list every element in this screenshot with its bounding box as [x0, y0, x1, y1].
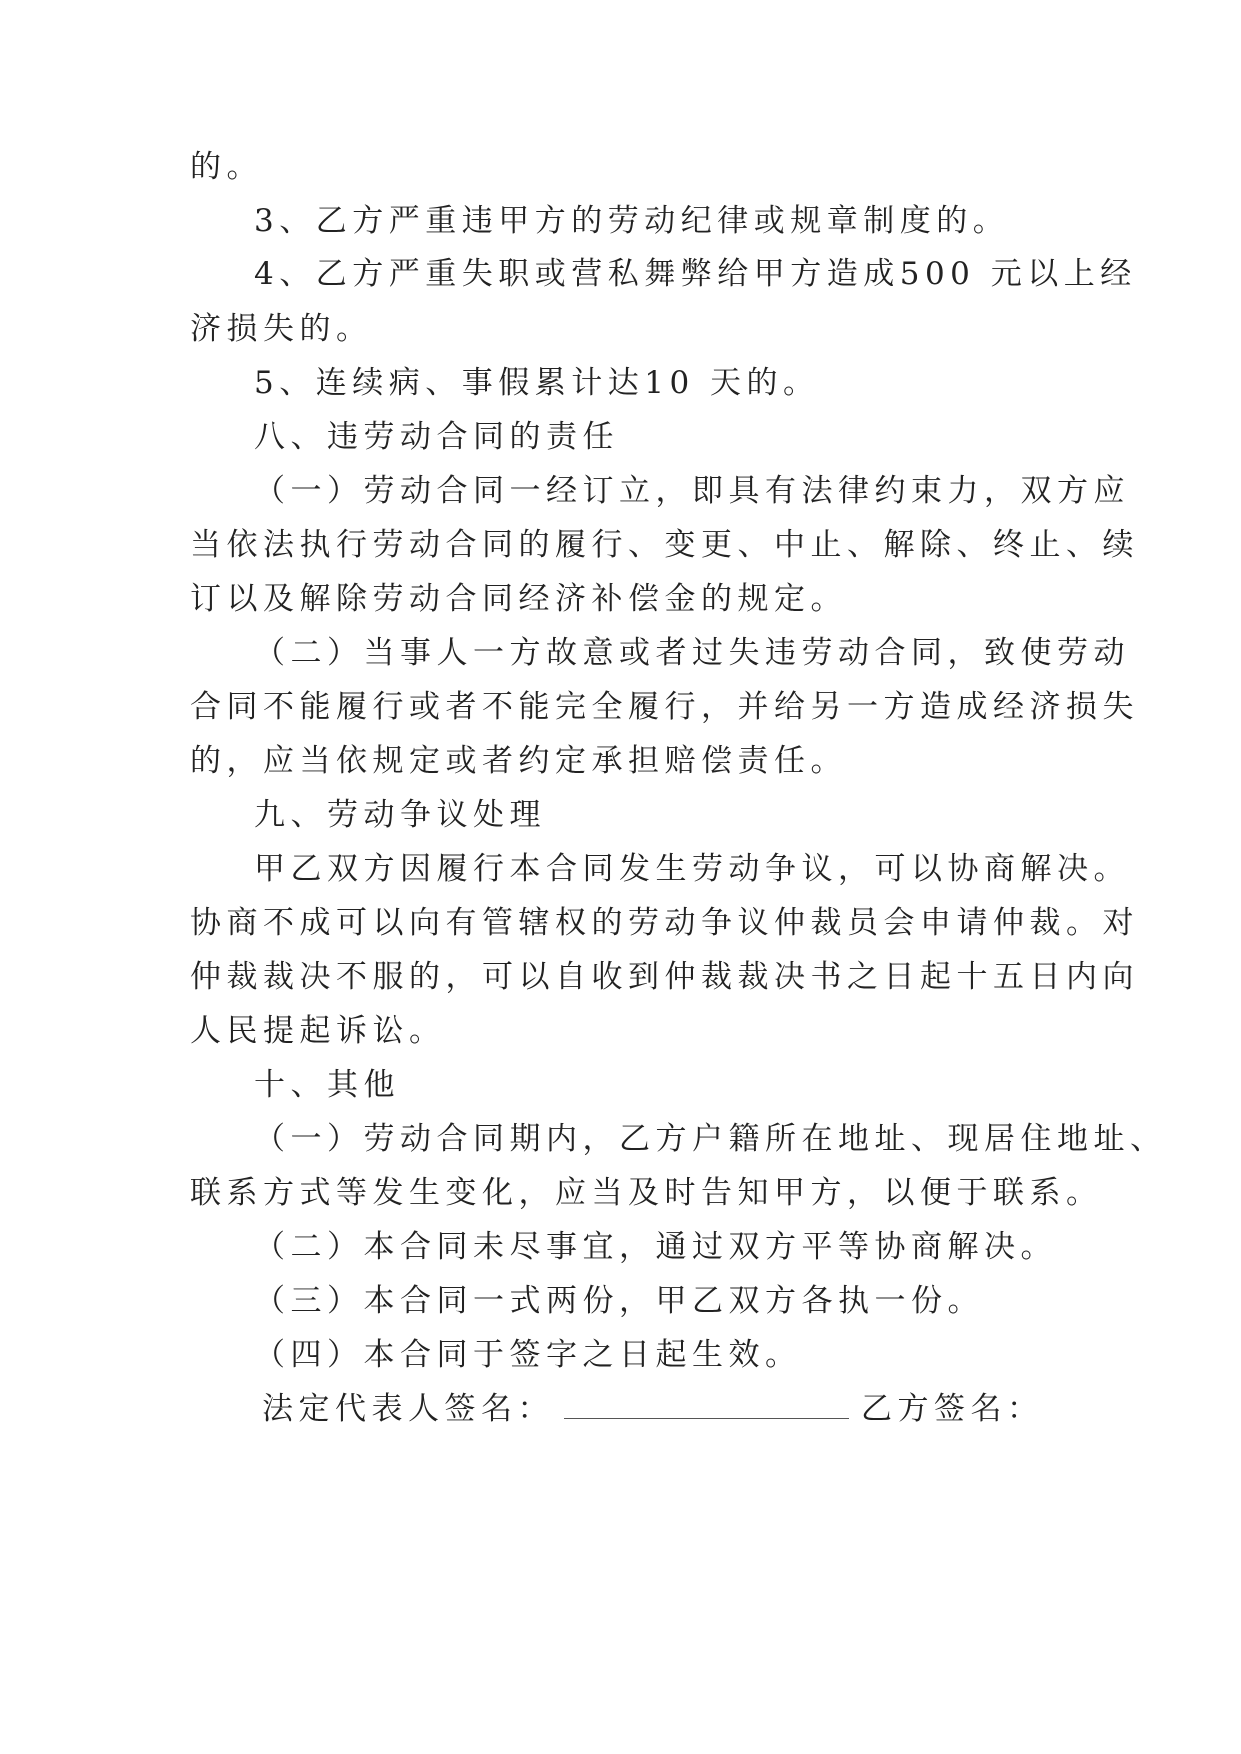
text-line: 4、乙方严重失职或营私舞弊给甲方造成500 元以上经 — [254, 256, 1137, 292]
section-heading: 八、违劳动合同的责任 — [254, 419, 619, 455]
text-line: 订以及解除劳动合同经济补偿金的规定。 — [190, 581, 847, 617]
text-line: （一）劳动合同一经订立，即具有法律约束力，双方应 — [254, 473, 1130, 509]
text-line: （二）当事人一方故意或者过失违劳动合同，致使劳动 — [254, 635, 1130, 671]
text-line: 合同不能履行或者不能完全履行，并给另一方造成经济损失 — [190, 689, 1139, 725]
text-line: 5、连续病、事假累计达10 天的。 — [254, 365, 820, 401]
legal-rep-signature-blank — [564, 1392, 849, 1419]
text-line: 仲裁裁决不服的，可以自收到仲裁裁决书之日起十五日内向 — [190, 959, 1139, 995]
text-line: （一）劳动合同期内，乙方户籍所在地址、现居住地址、 — [254, 1121, 1167, 1157]
section-heading: 十、其他 — [254, 1067, 400, 1103]
legal-rep-signature-label: 法定代表人签名： — [262, 1391, 554, 1427]
section-heading: 九、劳动争议处理 — [254, 797, 546, 833]
text-line: （三）本合同一式两份，甲乙双方各执一份。 — [254, 1283, 984, 1319]
text-line: 的，应当依规定或者约定承担赔偿责任。 — [190, 743, 847, 779]
text-line: 协商不成可以向有管辖权的劳动争议仲裁员会申请仲裁。对 — [190, 905, 1139, 941]
text-line: 人民提起诉讼。 — [190, 1013, 446, 1049]
text-line: 济损失的。 — [190, 311, 373, 347]
text-line: 联系方式等发生变化，应当及时告知甲方，以便于联系。 — [190, 1175, 1103, 1211]
text-line: 甲乙双方因履行本合同发生劳动争议，可以协商解决。 — [254, 851, 1130, 887]
text-line: 的。 — [190, 149, 263, 185]
text-line: （四）本合同于签字之日起生效。 — [254, 1337, 802, 1373]
text-line: 当依法执行劳动合同的履行、变更、中止、解除、终止、续 — [190, 527, 1139, 563]
party-b-signature-label: 乙方签名： — [861, 1391, 1044, 1427]
text-line: （二）本合同未尽事宜，通过双方平等协商解决。 — [254, 1229, 1057, 1265]
text-line: 3、乙方严重违甲方的劳动纪律或规章制度的。 — [254, 203, 1010, 239]
signature-line — [262, 1389, 1044, 1429]
